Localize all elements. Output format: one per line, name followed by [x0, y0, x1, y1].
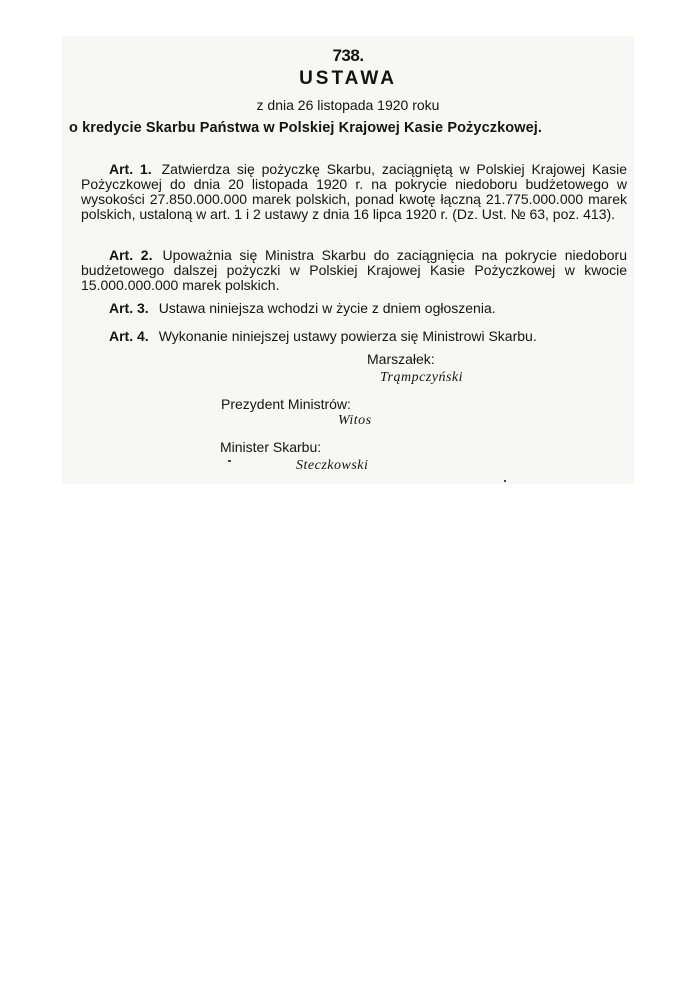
ink-speck [504, 480, 506, 482]
article-4 [109, 329, 537, 344]
prime-minister-role: Prezydent Ministrów: [221, 396, 351, 412]
document-page [62, 36, 634, 484]
marshal-name: Trąmpczyński [380, 370, 463, 385]
article-4-text: Wykonanie niniejszej ustawy powierza się Ministrowi Skarbu. [158, 328, 537, 344]
prime-minister-name: Witos [338, 413, 372, 428]
article-3 [109, 301, 496, 316]
article-2-text: Upoważnia się Ministra Skarbu do zaciągnięcia na pokrycie niedoboru budżetowego dalszej pożyczki w Polskiej Krajowej Kasie Pożyczkowej w kwocie 15.000.000.000 marek polskich. [81, 247, 627, 293]
ink-speck [228, 460, 231, 462]
article-1-text: Zatwierdza się pożyczkę Skarbu, zaciągniętą w Polskiej Krajowej Kasie Pożyczkowej do dnia 20 listopada 1920 r. na pokrycie niedoboru budżetowego w wysokości 27.850.000.000 marek polskich, ponad kwotę łączną 21.775.000.000 marek polskich, ustaloną w art. 1 i 2 ustawy z dnia 16 lipca 1920 r. (Dz. Ust. № 63, poz. 413). [81, 161, 627, 222]
treasury-minister-name: Steczkowski [296, 458, 369, 473]
document-date: z dnia 26 listopada 1920 roku [256, 97, 440, 113]
marshal-role: Marszałek: [367, 351, 435, 367]
article-2-label: Art. 2. [109, 247, 153, 263]
document-subject: o kredycie Skarbu Państwa w Polskiej Krajowej Kasie Pożyczkowej. [69, 120, 543, 136]
document-title: USTAWA [299, 68, 397, 89]
article-1-label: Art. 1. [109, 161, 152, 177]
treasury-minister-role: Minister Skarbu: [220, 439, 322, 455]
article-2 [81, 248, 627, 293]
article-3-label: Art. 3. [109, 300, 149, 316]
document-number: 738. [332, 46, 364, 65]
article-1 [81, 162, 627, 222]
article-4-label: Art. 4. [109, 328, 149, 344]
article-3-text: Ustawa niniejsza wchodzi w życie z dniem ogłoszenia. [158, 300, 496, 316]
